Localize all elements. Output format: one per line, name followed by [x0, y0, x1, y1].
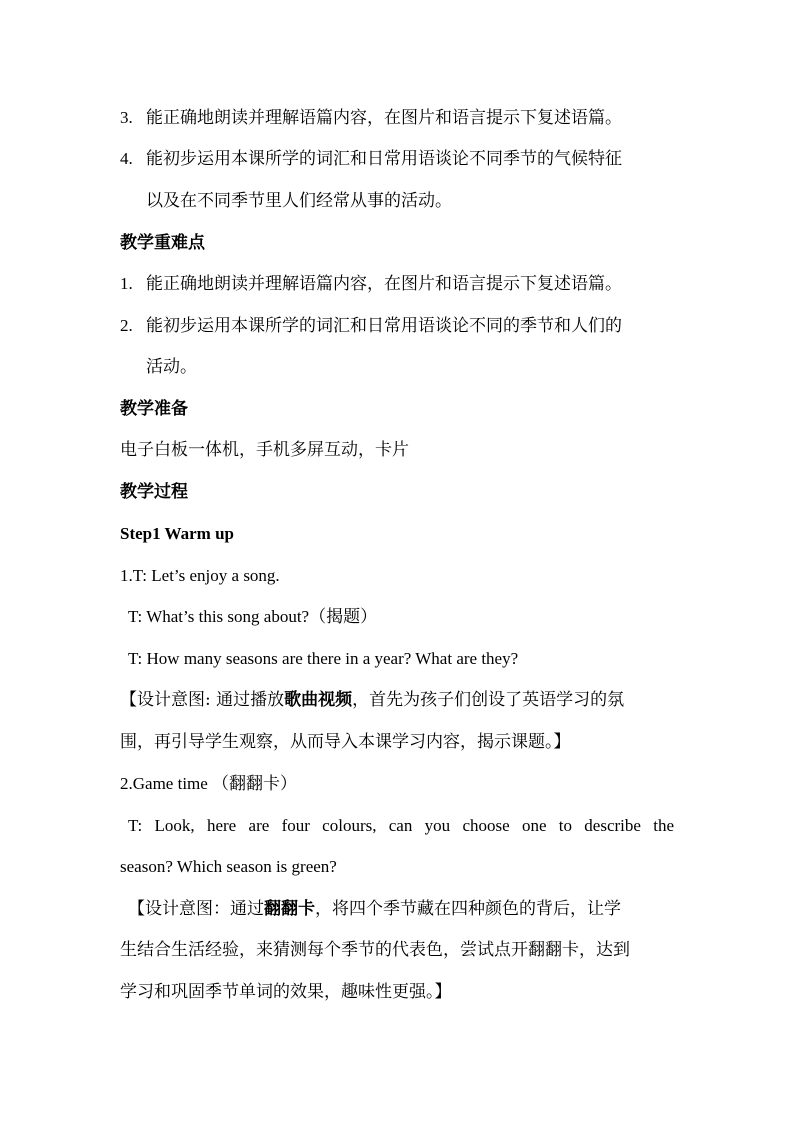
- key-point-2-text: 能初步运用本课所学的词汇和日常用语谈论不同的季节和人们的: [146, 316, 622, 336]
- preparation-text: 电子白板一体机，手机多屏互动，卡片: [120, 440, 409, 460]
- key-point-1-text: 能正确地朗读并理解语篇内容，在图片和语言提示下复述语篇。: [146, 274, 622, 294]
- design-intent-1-line1: [120, 688, 680, 712]
- design-intent-1-line2: 围，再引导学生观察，从而导入本课学习内容，揭示课题。】: [120, 732, 571, 752]
- objective-3: [120, 106, 680, 130]
- step1-title: Step1 Warm up: [120, 524, 234, 543]
- process-heading: 教学过程: [120, 482, 188, 502]
- design-intent-2-line3: 学习和巩固季节单词的效果，趣味性更强。】: [120, 982, 452, 1002]
- key-point-1-number: 1.: [120, 274, 133, 293]
- step1-item2-line3: season? Which season is green?: [120, 857, 337, 876]
- objective-4: [120, 147, 680, 171]
- design-intent-2-line1: [128, 897, 688, 921]
- step1-item2-line1: 2.Game time （翻翻卡）: [120, 774, 298, 793]
- key-point-2-continuation: 活动。: [146, 357, 197, 377]
- design-intent-1-prefix: 【设计意图: 通过播放: [120, 690, 285, 710]
- objective-3-text: 能正确地朗读并理解语篇内容，在图片和语言提示下复述语篇。: [146, 108, 622, 128]
- design-intent-2-suffix: ，将四个季节藏在四种颜色的背后，让学: [315, 899, 621, 919]
- design-intent-2-highlight: 翻翻卡: [264, 899, 315, 919]
- design-intent-1-highlight: 歌曲视频: [284, 690, 353, 710]
- key-point-2-number: 2.: [120, 316, 133, 335]
- objective-3-number: 3.: [120, 108, 133, 127]
- key-point-2: [120, 314, 680, 338]
- key-points-heading: 教学重难点: [120, 233, 205, 253]
- objective-4-continuation: 以及在不同季节里人们经常从事的活动。: [146, 191, 452, 211]
- step1-item1-line3: T: How many seasons are there in a year? What are they?: [128, 649, 519, 668]
- step1-item1-line1: 1.T: Let’s enjoy a song.: [120, 566, 280, 585]
- design-intent-2-line2: 生结合生活经验，来猜测每个季节的代表色，尝试点开翻翻卡，达到: [120, 940, 630, 960]
- design-intent-2-prefix: 【设计意图：通过: [128, 899, 264, 919]
- step1-item1-line2: T: What’s this song about?（揭题）: [128, 607, 378, 626]
- key-point-1: [120, 272, 680, 296]
- objective-4-text: 能初步运用本课所学的词汇和日常用语谈论不同季节的气候特征: [146, 149, 622, 169]
- objective-4-number: 4.: [120, 149, 133, 168]
- preparation-heading: 教学准备: [120, 399, 188, 419]
- step1-item2-line2: T: Look, here are four colours, can you choose one to describe the: [128, 816, 674, 835]
- design-intent-1-suffix: ，首先为孩子们创设了英语学习的氛: [352, 690, 625, 710]
